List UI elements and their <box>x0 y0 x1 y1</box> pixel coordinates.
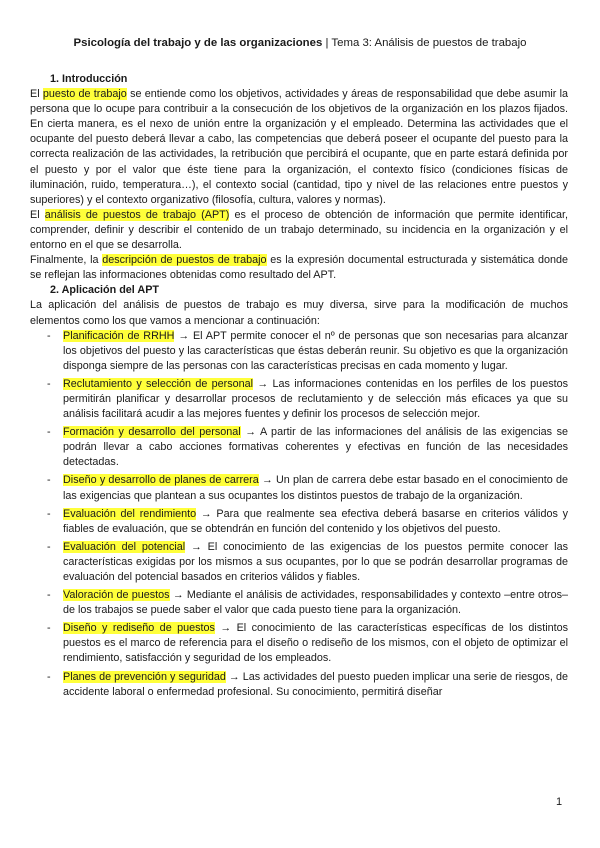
highlight-term: Evaluación del rendimiento <box>63 507 197 520</box>
highlight-term: Diseño y desarrollo de planes de carrera <box>63 474 259 487</box>
list-item: - Diseño y desarrollo de planes de carrera → Un plan de carrera debe estar basado en el conocimiento de las exigencias que plantean a sus ocupantes los distintos puestos de trabajo de la organización. <box>47 474 568 502</box>
page-header <box>0 37 600 49</box>
document-body <box>30 72 568 703</box>
list-item: - Reclutamiento y selección de personal → Las informaciones contenidas en los perfiles de los puestos permitirán planificar y desarrollar procesos de reclutamiento y de selección más eficaces ya que su análisis facilitará acudir a las mejores fuentes y definir los procesos de selección mejor. <box>47 377 568 421</box>
list-item: - Valoración de puestos → Mediante el análisis de actividades, responsabilidades y contexto –entre otros– de los trabajos se puede saber el valor que cada puesto tiene para la organización. <box>47 589 569 617</box>
list-item: - Planificación de RRHH → El APT permite conocer el nº de personas que son necesarias para alcanzar los objetivos del puesto y las características que éstas deberán reunir. Su objetivo es que la organización disponga siempre de las personas con las características precisas en cada momento y lugar. <box>47 329 568 372</box>
application-list <box>30 329 568 700</box>
header-separator: | <box>325 37 329 49</box>
list-item: - Evaluación del potencial → El conocimiento de las exigencias de los puestos permite conocer las características exigidas por los mismos a sus ocupantes, por lo que se podrán desarrollar programas de evaluación del potencial basados en criterios válidos y fiables. <box>47 540 568 583</box>
paragraph-puesto: El puesto de trabajo se entiende como los objetivos, actividades y áreas de responsabilidad que debe asumir la persona que lo ocupe para contribuir a la consecución de los objetivos de la organización en los plazos fijados. En cierta manera, es el nexo de unión entre la organización y el empleado. Determina las actividades que el ocupante del puesto deberá llevar a cabo, las competencias que deberá poseer el ocupante del puesto para la correcta realización de las actividades, la retribución que percibirá el ocupante, que en parte estará definida por el puesto y por el valor que éste tiene para la organización, el contexto físico (condiciones físicas de iluminación, ruido, temperatura…), el contexto social (cantidad, tipo y nivel de las relaciones entre puestos y superiores) y el contexto organizativo (filosofía, cultura, valores y normas). <box>30 88 568 206</box>
paragraph-descripcion: Finalmente, la descripción de puestos de trabajo es la expresión documental estructurada y sistemática donde se reflejan las informaciones obtenidas como resultado del APT. <box>30 254 568 282</box>
list-item: - Planes de prevención y seguridad → Las actividades del puesto pueden implicar una serie de riesgos, de accidente laboral o enfermedad profesional. Su conocimiento, permitirá diseñar <box>47 670 568 698</box>
list-item: - Evaluación del rendimiento → Para que realmente sea efectiva deberá basarse en criterios válidos y fiables de evaluación, que se obtendrán en función del contenido y los objetivos del puesto. <box>47 507 568 535</box>
list-item: - Formación y desarrollo del personal → A partir de las informaciones del análisis de las exigencias se podrán llevar a cabo acciones formativas coherentes y efectivas en función de las necesidades detectadas. <box>47 426 568 469</box>
course-title: Psicología del trabajo y de las organizaciones <box>73 37 323 49</box>
highlight-term: Evaluación del potencial <box>63 540 186 553</box>
paragraph-apt: El análisis de puestos de trabajo (APT) es el proceso de obtención de información que permite identificar, comprender, definir y describir el contenido de un trabajo determinado, su incidencia en la organización y el entorno en el que se desarrolla. <box>30 208 568 252</box>
section-heading-aplicacion: 2. Aplicación del APT <box>50 284 159 297</box>
highlight-term: Planificación de RRHH <box>63 329 175 342</box>
highlight-term: Formación y desarrollo del personal <box>63 426 241 439</box>
highlight-term: Valoración de puestos <box>63 589 170 602</box>
paragraph-aplicacion: La aplicación del análisis de puestos de trabajo es muy diversa, sirve para la modificación de muchos elementos como los que vamos a mencionar a continuación: <box>30 299 568 327</box>
highlight-term: Planes de prevención y seguridad <box>63 670 226 683</box>
page-number: 1 <box>556 796 563 808</box>
highlight-term: descripción de puestos de trabajo <box>102 254 267 267</box>
highlight-term: análisis de puestos de trabajo (APT) <box>44 208 230 221</box>
section-heading-introduccion: 1. Introducción <box>50 73 128 85</box>
highlight-term: Reclutamiento y selección de personal <box>63 377 254 390</box>
topic-title: Tema 3: Análisis de puestos de trabajo <box>331 37 527 49</box>
highlight-term: puesto de trabajo <box>42 88 127 101</box>
highlight-term: Diseño y rediseño de puestos <box>63 622 215 635</box>
list-item: - Diseño y rediseño de puestos → El conocimiento de las características específicas de los distintos puestos es el marco de referencia para el diseño o rediseño de los mismos, con el objeto de optimizar el rendimiento, satisfacción y seguridad de los empleados. <box>47 622 568 665</box>
